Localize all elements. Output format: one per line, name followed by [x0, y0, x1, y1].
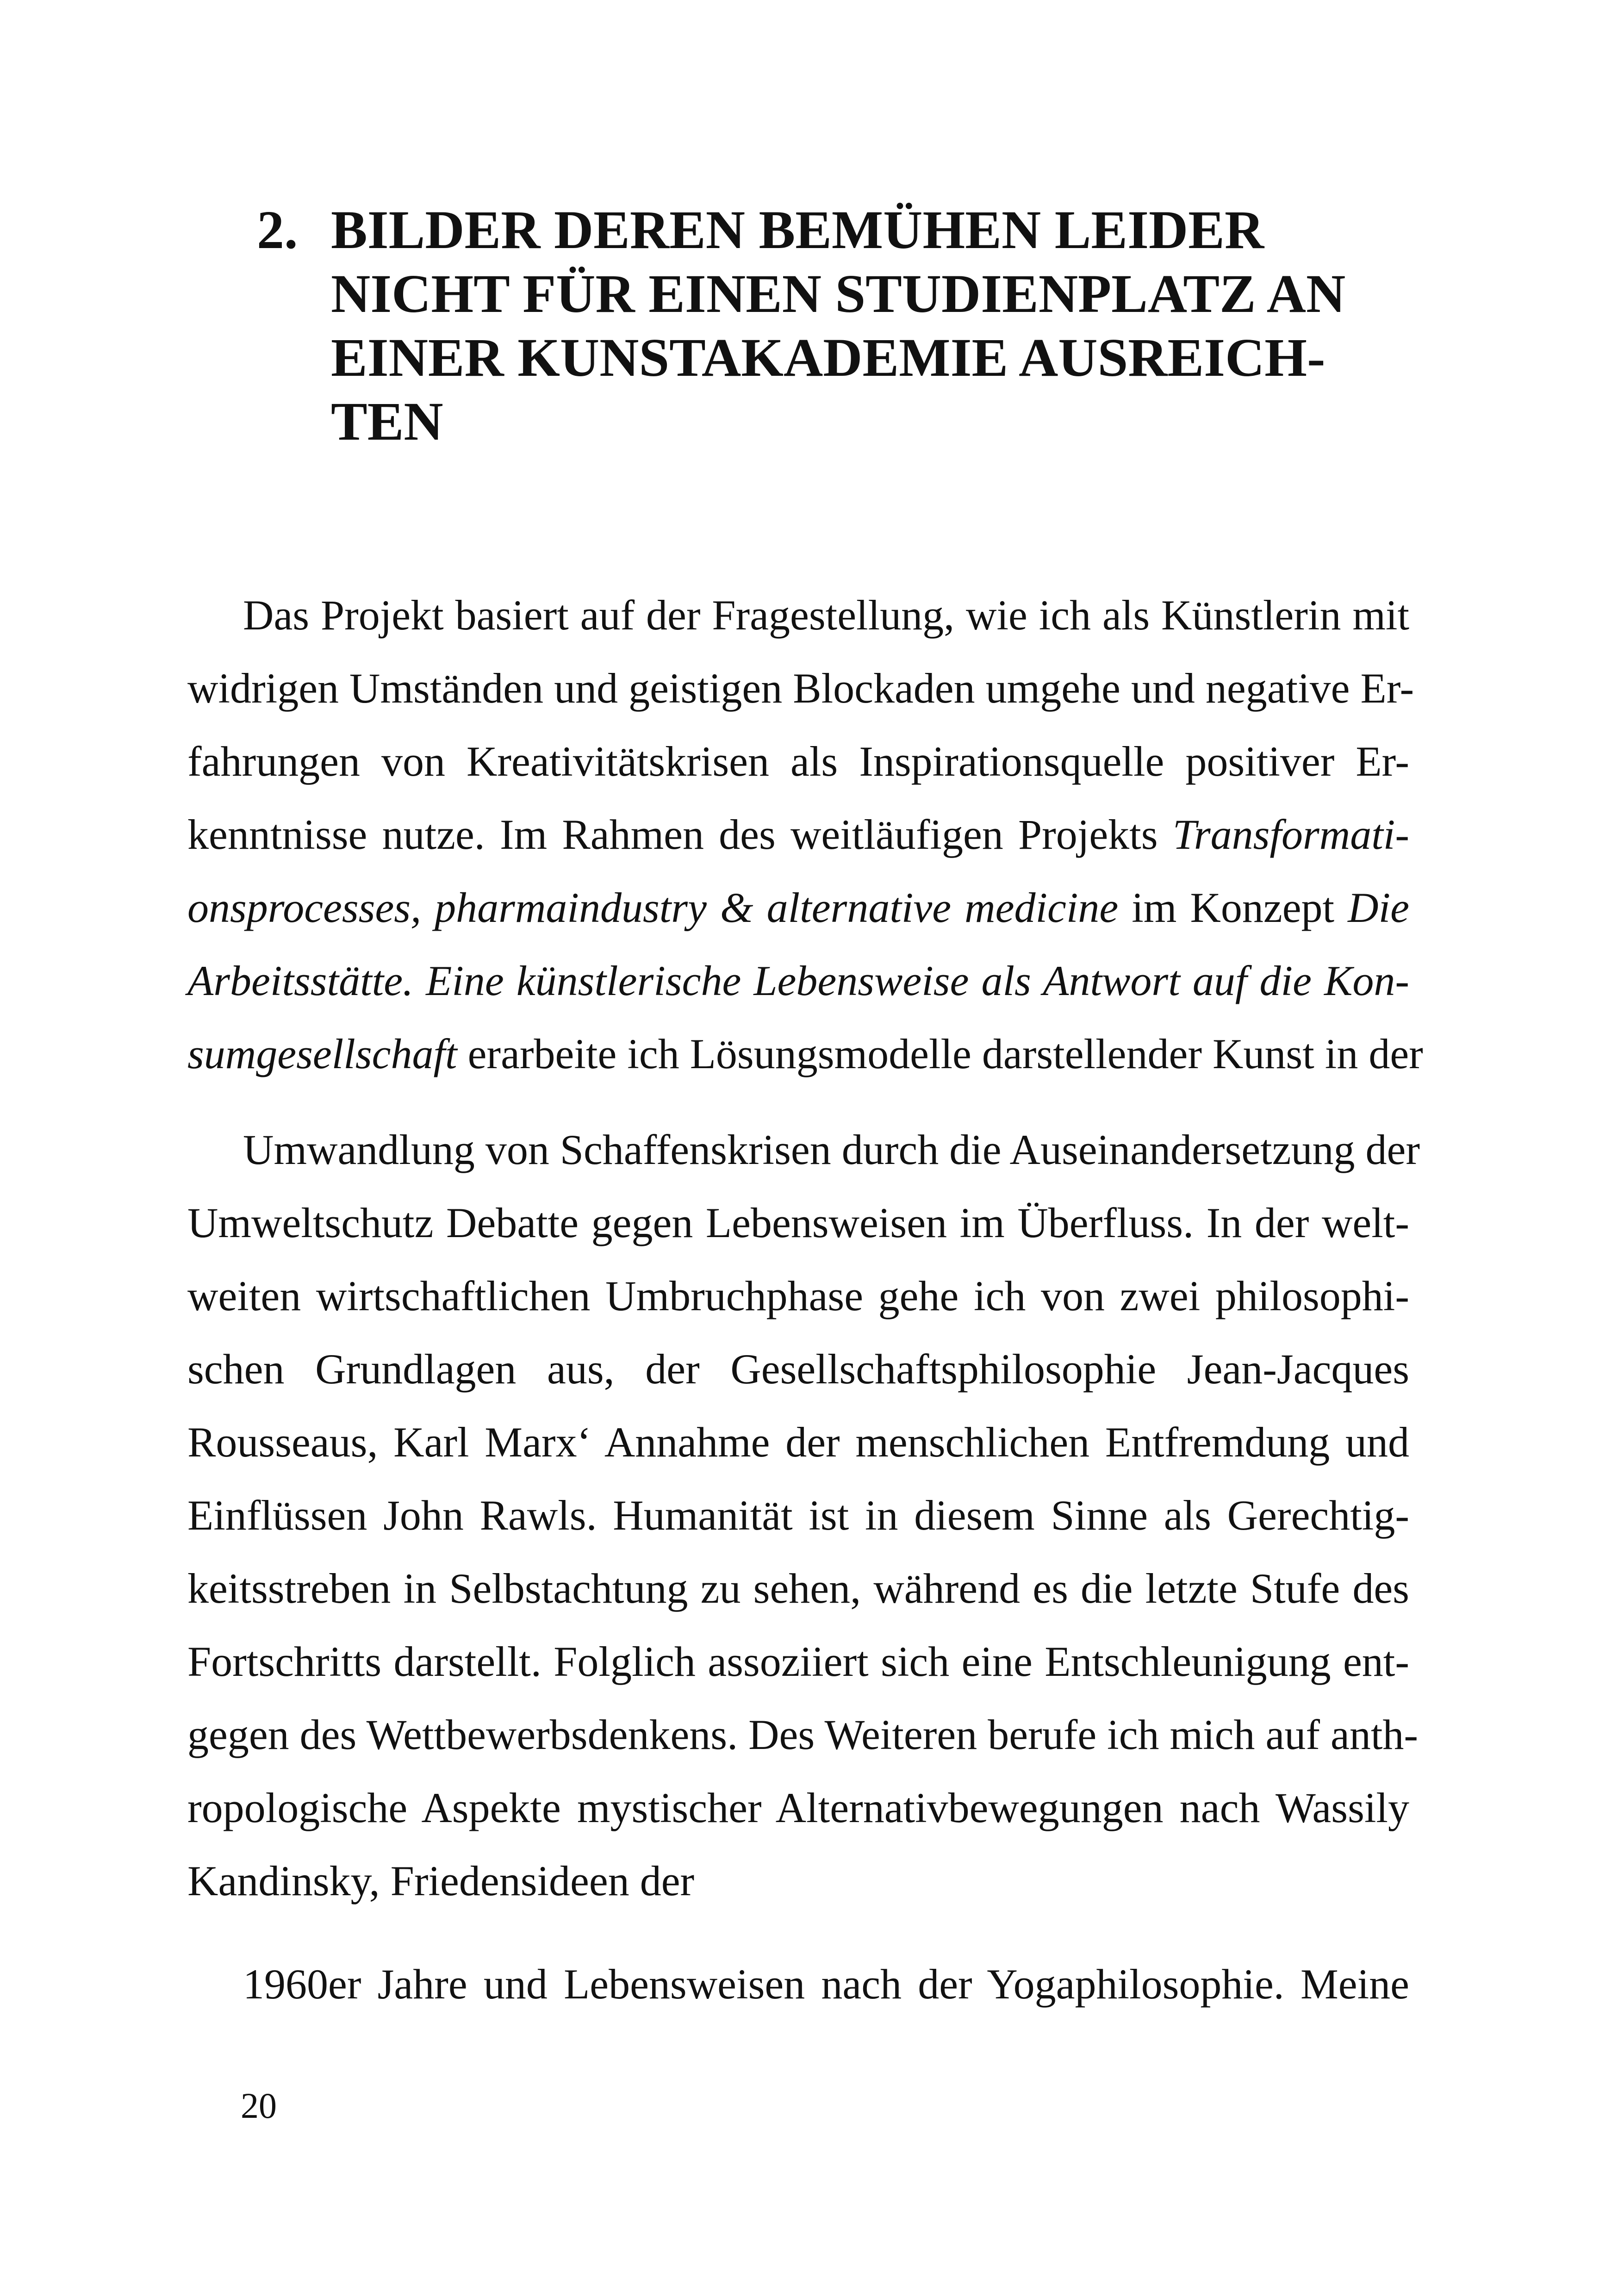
chapter-number: 2. [257, 199, 298, 260]
text-line: weiten wirtschaftlichen Umbruchphase gehe ich von zwei philosophi- [187, 1272, 1409, 1319]
text-line: 1960er Jahre und Lebensweisen nach der Yogaphilosophie. Meine [243, 1960, 1409, 2008]
text-line: fahrungen von Kreativitätskrisen als Inspirationsquelle positiver Er- [187, 738, 1409, 785]
text-line: Arbeitsstätte. Eine künstlerische Lebensweise als Antwort auf die Kon- [187, 957, 1409, 1004]
italic-title: Die [1348, 884, 1410, 931]
text-line: Umwandlung von Schaffenskrisen durch die Auseinandersetzung der [243, 1126, 1420, 1173]
text-run: kenntnisse nutze. Im Rahmen des weitläufigen Projekts [187, 811, 1173, 858]
text-line: widrigen Umständen und geistigen Blockaden umgehe und negative Er- [187, 665, 1414, 712]
chapter-title-line: EINER KUNSTAKADEMIE AUSREICH- [331, 327, 1326, 388]
text-line: Umweltschutz Debatte gegen Lebensweisen im Überfluss. In der welt- [187, 1199, 1409, 1246]
chapter-title-line: NICHT FÜR EINEN STUDIENPLATZ AN [331, 263, 1346, 324]
body-paragraph-1 [187, 579, 1423, 1090]
text-line [187, 871, 1409, 944]
text-line: Fortschritts darstellt. Folglich assoziiert sich eine Entschleunigung ent- [187, 1638, 1409, 1685]
text-line: gegen des Wettbewerbsdenkens. Des Weiteren berufe ich mich auf anth- [187, 1711, 1419, 1758]
italic-title: Transformati- [1172, 811, 1409, 858]
text-line: Das Projekt basiert auf der Fragestellung, wie ich als Künstlerin mit [243, 591, 1409, 639]
chapter-title [331, 198, 1460, 454]
text-line [187, 798, 1409, 871]
chapter-title-line: BILDER DEREN BEMÜHEN LEIDER [331, 199, 1264, 260]
chapter-title-line: TEN [331, 391, 443, 452]
text-line: Rousseaus, Karl Marx‘ Annahme der menschlichen Entfremdung und [187, 1419, 1409, 1466]
italic-title: onsprocesses, pharmaindustry & alternative medicine [187, 884, 1119, 931]
body-paragraph-2 [187, 1113, 1420, 1917]
page-number: 20 [241, 2085, 277, 2126]
text-line: schen Grundlagen aus, der Gesellschaftsphilosophie Jean-Jacques [187, 1345, 1409, 1393]
text-line: Einflüssen John Rawls. Humanität ist in diesem Sinne als Gerechtig- [187, 1492, 1409, 1539]
text-line: keitsstreben in Selbstachtung zu sehen, während es die letzte Stufe des [187, 1565, 1409, 1612]
text-line [187, 1017, 1423, 1090]
italic-title: sumgesellschaft [187, 1030, 457, 1077]
text-run: erarbeite ich Lösungsmodelle darstellender Kunst in der [457, 1030, 1423, 1077]
text-line: Kandinsky, Friedensideen der [187, 1857, 695, 1904]
text-run: im Konzept [1118, 884, 1348, 931]
text-line: ropologische Aspekte mystischer Alternativbewegungen nach Wassily [187, 1784, 1409, 1831]
body-paragraph-3 [187, 1948, 1409, 2021]
